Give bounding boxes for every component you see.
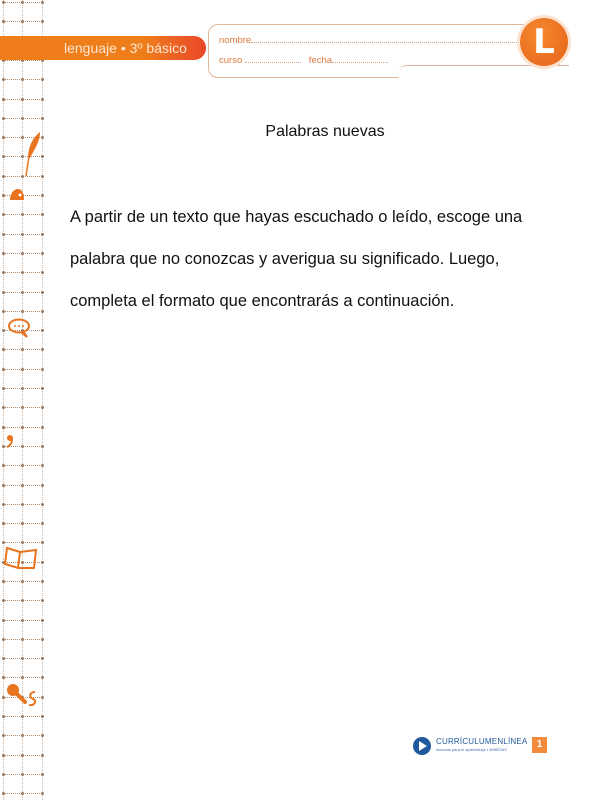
- rail-tick-mark: [2, 715, 5, 718]
- rail-tick-mark: [41, 657, 44, 660]
- rail-tick-mark: [2, 599, 5, 602]
- rail-tick-mark: [21, 387, 24, 390]
- rail-tick-mark: [21, 291, 24, 294]
- rail-tick-mark: [21, 676, 24, 679]
- rail-tick-mark: [2, 78, 5, 81]
- rail-tick-mark: [21, 715, 24, 718]
- subject-label: lenguaje • 3º básico: [64, 40, 187, 56]
- logo-subtext: recursos para el aprendizaje • MINEDUC: [436, 748, 508, 752]
- rail-vertical-line: [42, 0, 43, 800]
- rail-tick-mark: [2, 464, 5, 467]
- subject-banner: [0, 36, 206, 60]
- rail-tick-mark: [2, 117, 5, 120]
- rail-tick-mark: [41, 406, 44, 409]
- rail-tick-mark: [2, 638, 5, 641]
- notebook-margin-rail: [0, 0, 46, 800]
- instruction-line-2: palabra que no conozcas y averigua su significado. Luego,: [70, 250, 500, 268]
- rail-tick-mark: [2, 773, 5, 776]
- rail-tick-mark: [2, 734, 5, 737]
- curriculum-en-linea-logo: [413, 736, 527, 756]
- rail-tick-mark: [2, 484, 5, 487]
- rail-tick-mark: [41, 1, 44, 4]
- rail-tick-mark: [41, 599, 44, 602]
- instruction-line-3: completa el formato que encontrarás a continuación.: [70, 292, 455, 310]
- rail-tick-mark: [2, 348, 5, 351]
- rail-tick-mark: [41, 329, 44, 332]
- date-field[interactable]: [332, 55, 388, 63]
- rail-tick-mark: [21, 619, 24, 622]
- rail-tick-mark: [21, 98, 24, 101]
- rail-tick-mark: [2, 676, 5, 679]
- rail-tick-mark: [21, 117, 24, 120]
- rail-tick-mark: [2, 194, 5, 197]
- rail-tick-mark: [41, 696, 44, 699]
- rail-tick-mark: [41, 715, 44, 718]
- rail-tick-mark: [41, 561, 44, 564]
- language-badge-icon: L: [520, 18, 568, 66]
- rail-tick-mark: [21, 1, 24, 4]
- rail-tick-mark: [2, 155, 5, 158]
- rail-tick-mark: [41, 676, 44, 679]
- rail-tick-mark: [21, 503, 24, 506]
- rail-tick-mark: [21, 368, 24, 371]
- name-field[interactable]: [251, 35, 519, 43]
- rail-tick-mark: [41, 464, 44, 467]
- logo-text: CURRÍCULUMENLÍNEA: [436, 737, 528, 746]
- rail-tick-mark: [41, 291, 44, 294]
- rail-tick-mark: [2, 20, 5, 23]
- rail-tick-mark: [21, 522, 24, 525]
- rail-tick-mark: [2, 619, 5, 622]
- course-field[interactable]: [245, 55, 301, 63]
- rail-tick-mark: [21, 445, 24, 448]
- rail-vertical-line: [3, 0, 4, 800]
- rail-tick-mark: [41, 773, 44, 776]
- rail-tick-mark: [21, 348, 24, 351]
- rail-tick-mark: [21, 638, 24, 641]
- rail-tick-mark: [2, 368, 5, 371]
- rail-tick-mark: [21, 252, 24, 255]
- course-date-row: [219, 55, 388, 66]
- rail-tick-mark: [41, 754, 44, 757]
- rail-tick-mark: [41, 233, 44, 236]
- rail-tick-mark: [2, 329, 5, 332]
- rail-tick-mark: [2, 213, 5, 216]
- page-number-badge: 1: [532, 737, 547, 753]
- rail-tick-mark: [41, 619, 44, 622]
- rail-tick-mark: [41, 638, 44, 641]
- rail-tick-mark: [21, 406, 24, 409]
- rail-tick-mark: [2, 387, 5, 390]
- rail-tick-mark: [41, 580, 44, 583]
- rail-tick-mark: [21, 599, 24, 602]
- rail-tick-mark: [41, 194, 44, 197]
- rail-tick-mark: [41, 445, 44, 448]
- name-label: nombre: [219, 35, 252, 46]
- rail-tick-mark: [2, 291, 5, 294]
- rail-vertical-line: [22, 0, 23, 800]
- rail-tick-mark: [2, 754, 5, 757]
- date-label: fecha: [308, 55, 333, 66]
- rail-tick-mark: [41, 734, 44, 737]
- rail-tick-mark: [21, 233, 24, 236]
- rail-tick-mark: [2, 580, 5, 583]
- rail-tick-mark: [21, 213, 24, 216]
- rail-tick-mark: [41, 213, 44, 216]
- comma-icon: [5, 434, 15, 448]
- rail-tick-mark: [41, 98, 44, 101]
- rail-tick-mark: [2, 98, 5, 101]
- rail-tick-mark: [21, 754, 24, 757]
- rail-tick-mark: [41, 387, 44, 390]
- rail-tick-mark: [21, 78, 24, 81]
- bell-icon: [8, 187, 26, 203]
- rail-tick-mark: [21, 426, 24, 429]
- instruction-line-1: A partir de un texto que hayas escuchado o leído, escoge una: [70, 208, 523, 226]
- page-title: Palabras nuevas: [265, 123, 385, 140]
- rail-tick-mark: [2, 271, 5, 274]
- rail-tick-mark: [21, 464, 24, 467]
- rail-tick-mark: [2, 426, 5, 429]
- rail-tick-mark: [2, 657, 5, 660]
- rail-tick-mark: [41, 522, 44, 525]
- rail-tick-mark: [21, 657, 24, 660]
- student-info-form: [208, 24, 560, 78]
- rail-tick-mark: [2, 233, 5, 236]
- name-row: [219, 35, 519, 46]
- form-box-notch: [399, 65, 569, 80]
- rail-tick-mark: [2, 310, 5, 313]
- rail-tick-mark: [41, 792, 44, 795]
- rail-tick-mark: [41, 541, 44, 544]
- rail-tick-mark: [41, 20, 44, 23]
- rail-tick-mark: [41, 271, 44, 274]
- rail-tick-mark: [21, 773, 24, 776]
- rail-tick-mark: [21, 484, 24, 487]
- rail-tick-mark: [2, 175, 5, 178]
- rail-tick-mark: [41, 348, 44, 351]
- speech-bubble-icon: [7, 318, 31, 338]
- rail-tick-mark: [2, 522, 5, 525]
- rail-tick-mark: [21, 20, 24, 23]
- rail-tick-mark: [41, 368, 44, 371]
- feather-quill-icon: [20, 130, 44, 178]
- rail-tick-mark: [41, 484, 44, 487]
- microphone-icon: [5, 682, 39, 708]
- course-label: curso: [219, 55, 243, 66]
- rail-tick-mark: [21, 271, 24, 274]
- play-arrow-logo-icon: [413, 737, 431, 755]
- rail-tick-mark: [2, 792, 5, 795]
- rail-tick-mark: [41, 503, 44, 506]
- open-book-icon: [4, 544, 38, 574]
- rail-tick-mark: [41, 310, 44, 313]
- rail-tick-mark: [2, 503, 5, 506]
- rail-tick-mark: [41, 252, 44, 255]
- rail-tick-mark: [2, 1, 5, 4]
- rail-tick-mark: [21, 580, 24, 583]
- rail-tick-mark: [21, 310, 24, 313]
- rail-tick-mark: [21, 734, 24, 737]
- rail-tick-mark: [41, 78, 44, 81]
- rail-tick-mark: [2, 252, 5, 255]
- rail-tick-mark: [41, 117, 44, 120]
- rail-tick-mark: [2, 406, 5, 409]
- rail-tick-mark: [41, 426, 44, 429]
- rail-tick-mark: [21, 792, 24, 795]
